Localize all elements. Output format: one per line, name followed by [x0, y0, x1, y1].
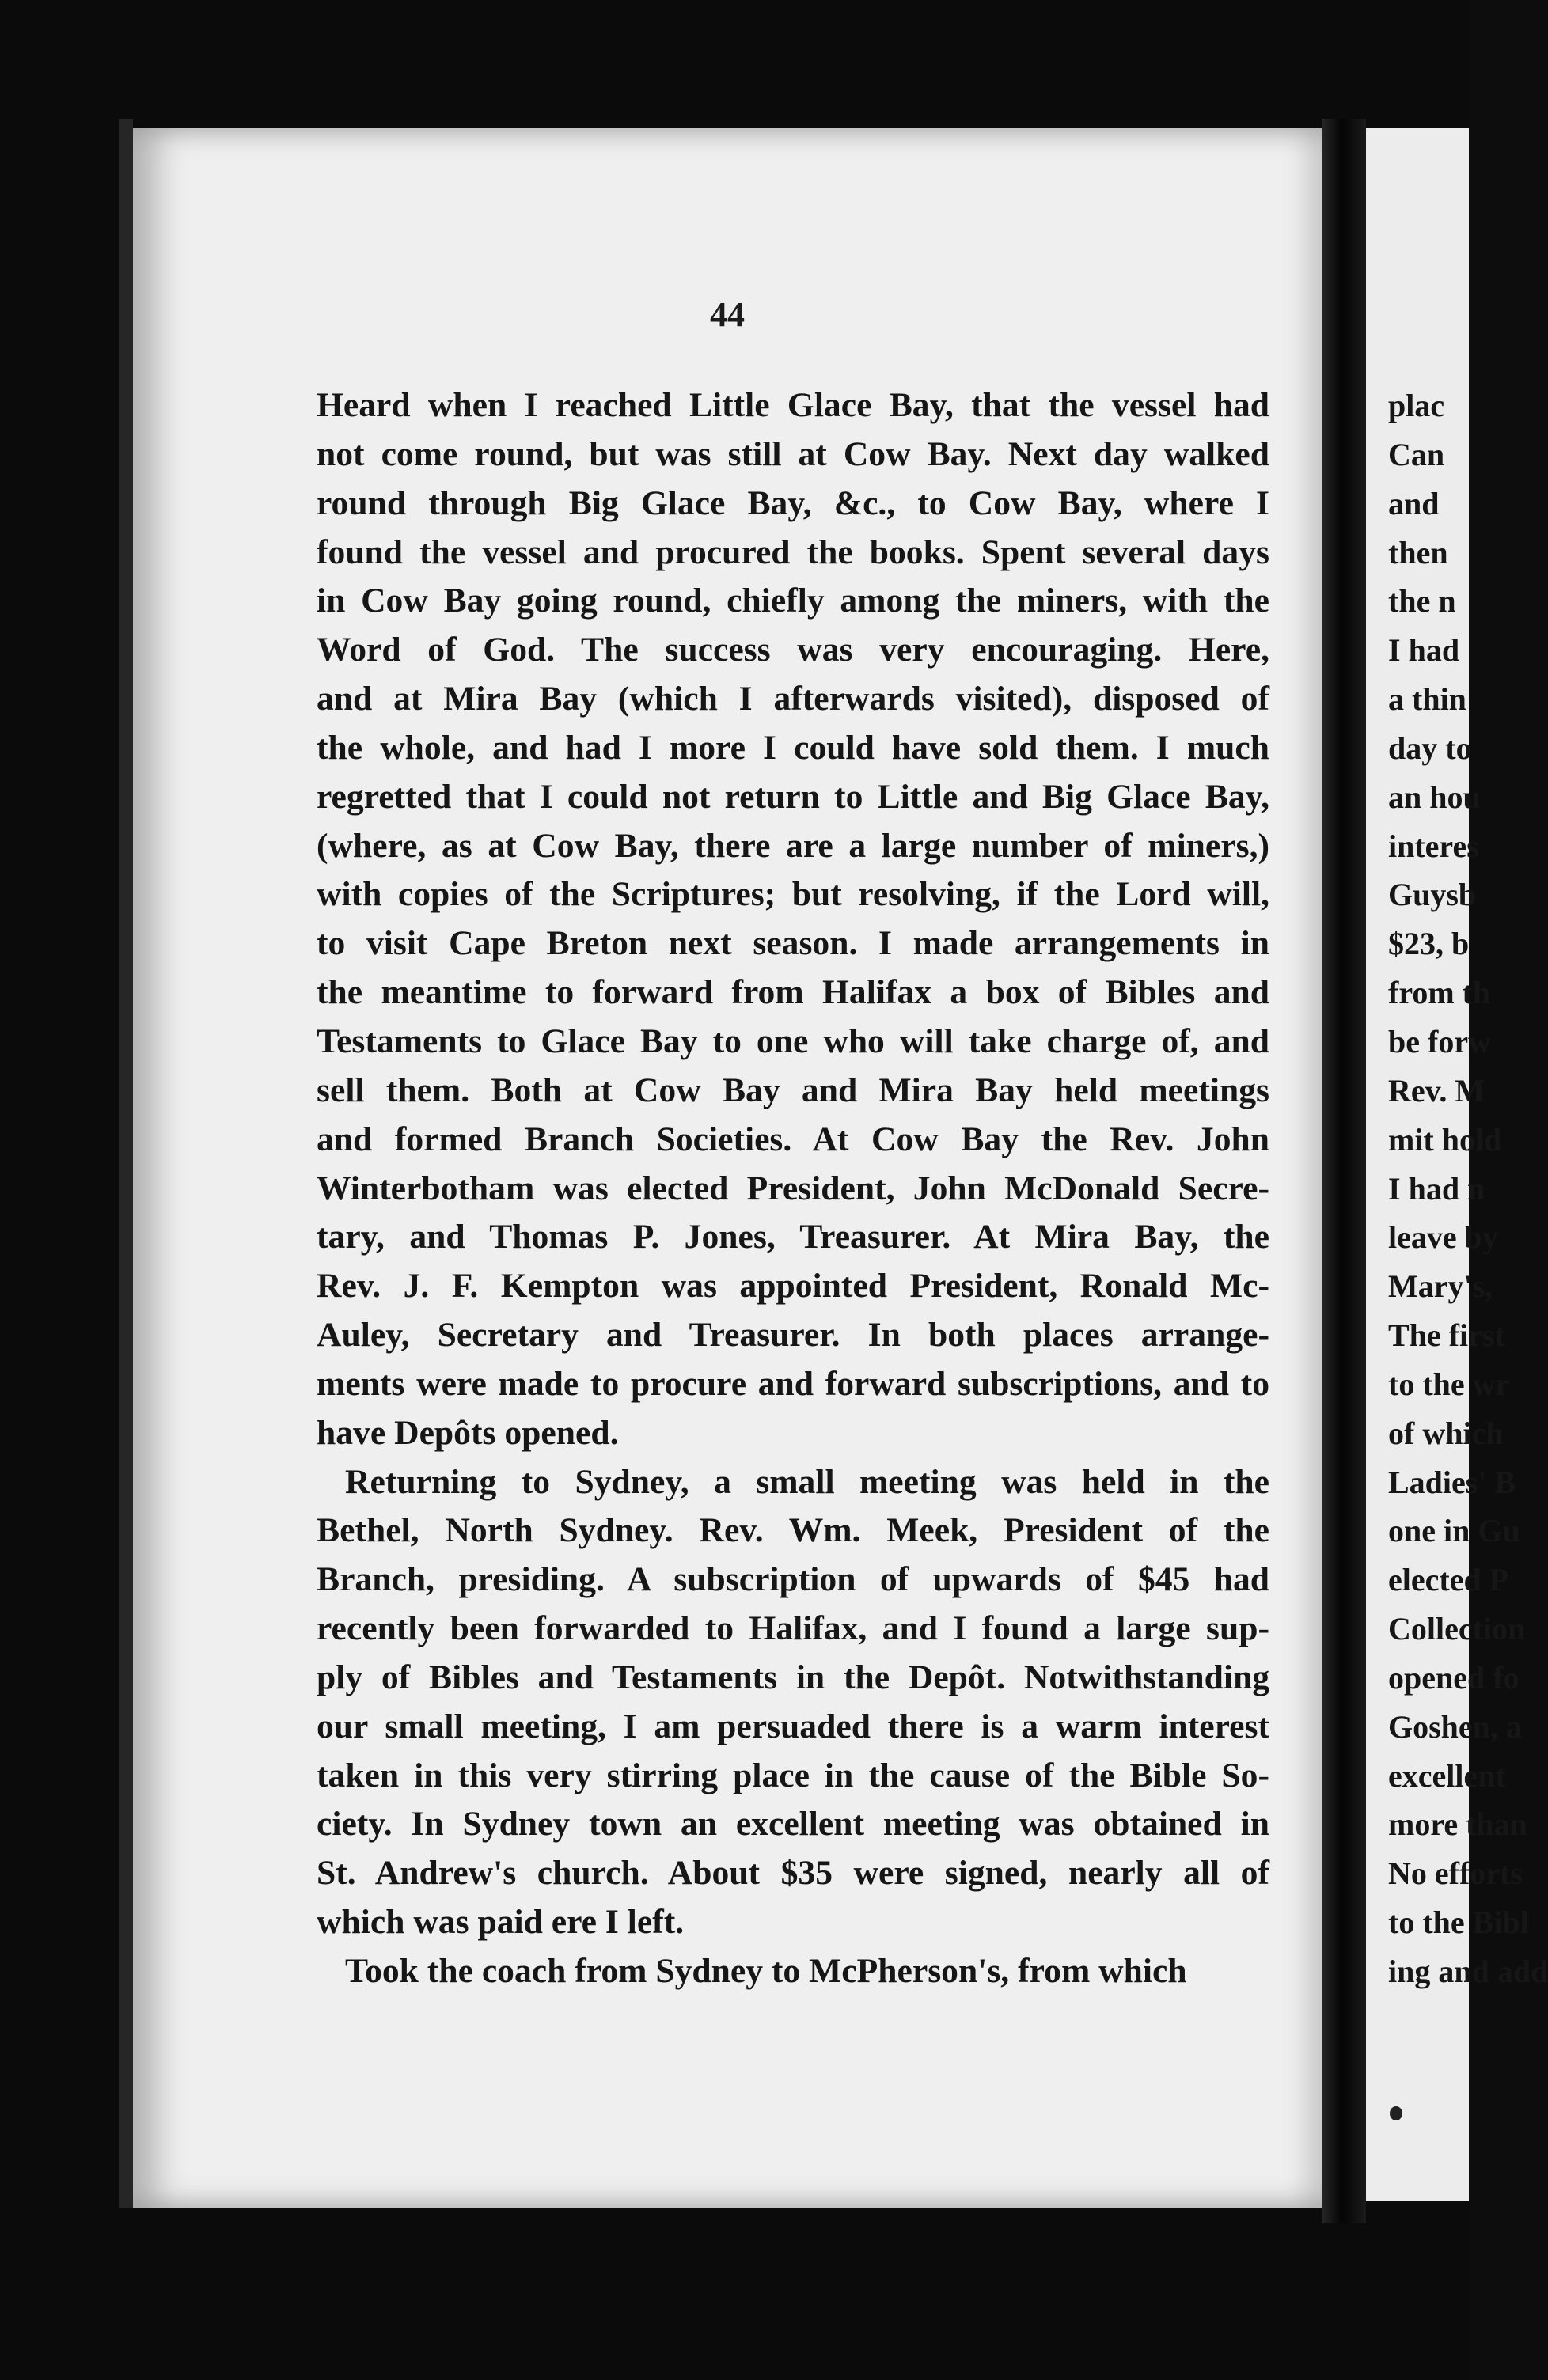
facing-line: from th — [1388, 975, 1491, 1011]
facing-line: excellent — [1388, 1757, 1506, 1794]
facing-line: to the Bibl — [1388, 1904, 1529, 1941]
facing-line: then — [1388, 534, 1448, 570]
facing-line: $23, b — [1388, 926, 1470, 962]
facing-line: an hou — [1388, 779, 1481, 815]
facing-line: Guysb — [1388, 877, 1477, 913]
facing-line: a thin — [1388, 681, 1466, 718]
facing-line: Mary's, — [1388, 1268, 1493, 1305]
text-line: Returning to Sydney, a small meeting was held in the — [345, 1462, 1269, 1501]
book-gutter — [1322, 119, 1366, 2223]
facing-line: No efforts — [1388, 1855, 1523, 1892]
text-line: the whole, and had I more I could have sold them. I much — [317, 728, 1269, 767]
text-line: Winterbotham was elected President, John McDonald Secre- — [317, 1169, 1269, 1207]
paragraph — [317, 1947, 1269, 1996]
text-line: sell them. Both at Cow Bay and Mira Bay held meetings — [317, 1071, 1269, 1109]
page-body — [317, 381, 1269, 1996]
text-line: not come round, but was still at Cow Bay. Next day walked — [317, 434, 1269, 473]
text-line: which was paid ere I left. — [317, 1903, 685, 1942]
facing-line: the n — [1388, 583, 1456, 620]
text-line: ments were made to procure and forward subscriptions, and to — [317, 1364, 1269, 1403]
text-line: Rev. J. F. Kempton was appointed President, Ronald Mc- — [317, 1267, 1269, 1306]
facing-line: to the wr — [1388, 1366, 1510, 1402]
facing-line: interes — [1388, 828, 1479, 864]
text-line: and at Mira Bay (which I afterwards visited), disposed of — [317, 680, 1269, 718]
text-line: our small meeting, I am persuaded there is a warm interest — [317, 1707, 1269, 1745]
text-line: tary, and Thomas P. Jones, Treasurer. At Mira Bay, the — [317, 1218, 1269, 1256]
text-line: regretted that I could not return to Little and Big Glace Bay, — [317, 777, 1269, 816]
text-line: have Depôts opened. — [317, 1413, 619, 1452]
facing-line: ing and add — [1388, 1954, 1548, 1989]
facing-line: Can — [1388, 436, 1445, 472]
text-line: St. Andrew's church. About $35 were signed, nearly all of — [317, 1854, 1269, 1893]
facing-line: plac — [1388, 388, 1445, 423]
facing-page-text — [1388, 381, 1546, 1996]
text-line: Heard when I reached Little Glace Bay, that the vessel had — [317, 386, 1269, 424]
paragraph — [317, 1458, 1269, 1947]
text-line: (where, as at Cow Bay, there are a large number of miners,) — [317, 826, 1269, 865]
text-line: in Cow Bay going round, chiefly among the miners, with the — [317, 582, 1269, 620]
facing-line: of which — [1388, 1415, 1504, 1451]
text-line: Took the coach from Sydney to McPherson's, from which — [345, 1952, 1187, 1990]
facing-line: opened fo — [1388, 1659, 1520, 1696]
text-line: round through Big Glace Bay, &c., to Cow Bay, where I — [317, 483, 1269, 522]
text-line: Word of God. The success was very encouraging. Here, — [317, 631, 1269, 669]
book-page — [133, 128, 1322, 2208]
text-line: Auley, Secretary and Treasurer. In both places arrange- — [317, 1316, 1269, 1355]
paragraph — [317, 381, 1269, 1458]
facing-line: I had n — [1388, 1170, 1485, 1207]
page-edge — [119, 119, 133, 2208]
text-line: the meantime to forward from Halifax a box of Bibles and — [317, 973, 1269, 1012]
facing-line: Rev. M — [1388, 1072, 1485, 1109]
text-line: ply of Bibles and Testaments in the Depôt. Notwithstanding — [317, 1658, 1269, 1696]
ink-blot-icon — [1390, 2106, 1402, 2120]
text-line: to visit Cape Breton next season. I made arrangements in — [317, 924, 1269, 963]
text-line: Branch, presiding. A subscription of upwards of $45 had — [317, 1560, 1269, 1599]
page-number: 44 — [710, 295, 745, 334]
text-line: with copies of the Scriptures; but resolving, if the Lord will, — [317, 875, 1269, 914]
facing-line: I had — [1388, 632, 1460, 669]
text-line: Bethel, North Sydney. Rev. Wm. Meek, President of the — [317, 1511, 1269, 1550]
facing-line: Goshen, a — [1388, 1708, 1522, 1745]
facing-line: day to — [1388, 730, 1472, 766]
text-line: taken in this very stirring place in the cause of the Bible So- — [317, 1756, 1269, 1794]
text-line: recently been forwarded to Halifax, and I found a large sup- — [317, 1609, 1269, 1648]
facing-page — [1366, 128, 1548, 2201]
text-line: Testaments to Glace Bay to one who will take charge of, and — [317, 1021, 1269, 1060]
facing-line: one in Gu — [1388, 1513, 1520, 1549]
facing-line: be forw — [1388, 1023, 1491, 1059]
facing-line: Collection — [1388, 1611, 1526, 1647]
facing-line: mit hold — [1388, 1121, 1502, 1158]
facing-line: more than — [1388, 1806, 1527, 1843]
facing-line: leave by — [1388, 1219, 1498, 1256]
text-line: found the vessel and procured the books. Spent several days — [317, 532, 1269, 571]
facing-line: elected P — [1388, 1562, 1509, 1598]
text-line: ciety. In Sydney town an excellent meeting was obtained in — [317, 1805, 1269, 1844]
facing-line: Ladies' B — [1388, 1464, 1516, 1500]
text-line: and formed Branch Societies. At Cow Bay the Rev. John — [317, 1120, 1269, 1158]
facing-line: The first — [1388, 1317, 1505, 1354]
facing-line: and — [1388, 485, 1440, 521]
